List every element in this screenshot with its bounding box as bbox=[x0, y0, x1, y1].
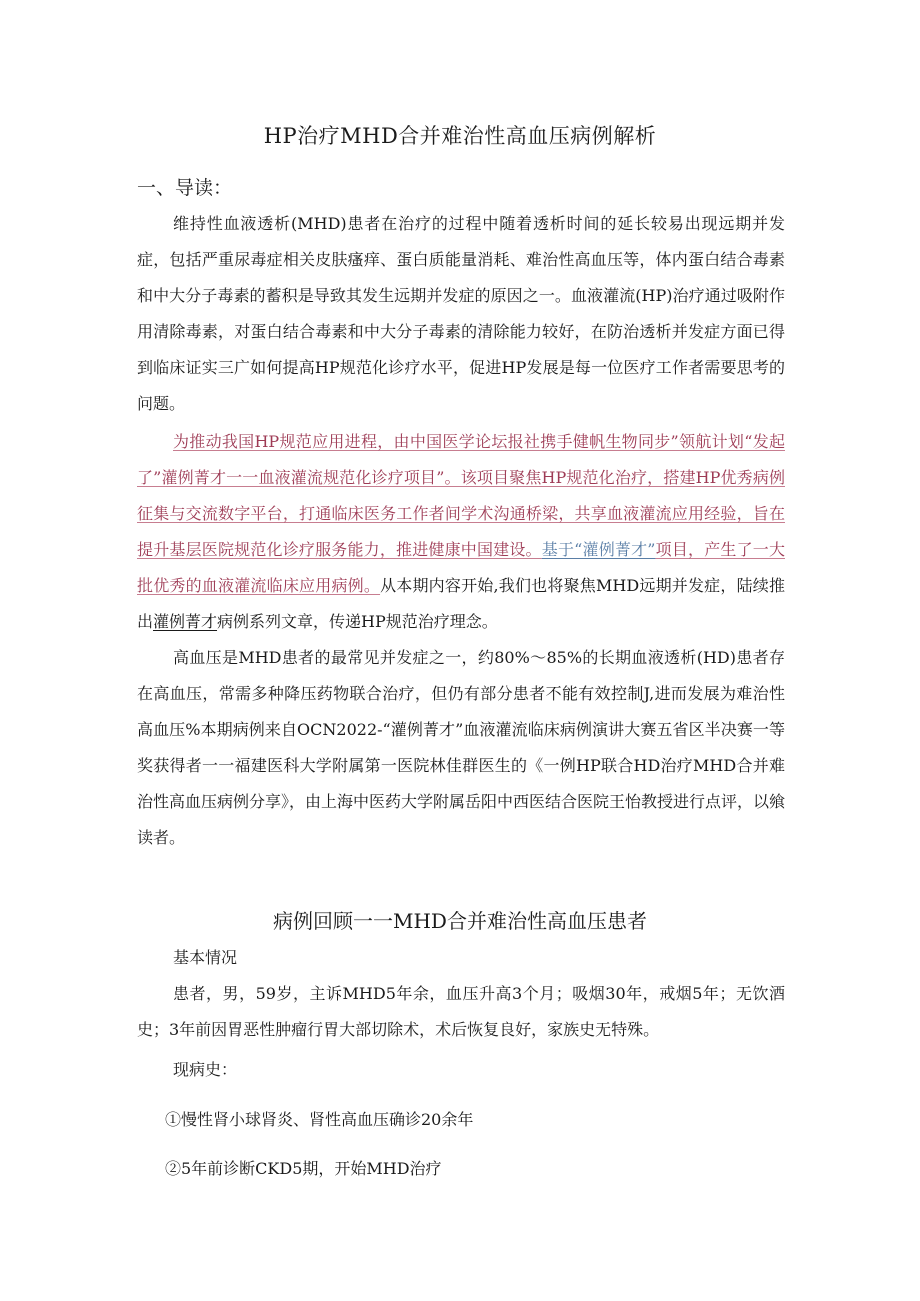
basic-info-heading: 基本情况 bbox=[173, 948, 238, 967]
basic-info-paragraph: 患者，男，59岁，主诉MHD5年余，血压升高3个月；吸烟30年，戒烟5年；无饮酒史；3年前因胃恶性肿瘤行胃大部切除术，术后恢复良好，家族史无特殊。 bbox=[137, 984, 785, 1039]
series-name-link[interactable]: 灌例菁才 bbox=[153, 612, 218, 631]
case-review-title: 病例回顾一一MHD合并难治性高血压患者 bbox=[273, 909, 647, 933]
series-intro-text: 从本期内容开始,我们也将聚焦MHD远期并发症，陆续推出 bbox=[137, 576, 785, 631]
project-name-link-text[interactable]: 基于“灌例菁才” bbox=[541, 540, 656, 559]
history-list-item: ②5年前诊断CKD5期，开始MHD治疗 bbox=[165, 1159, 442, 1178]
present-history-heading: 现病史： bbox=[173, 1060, 238, 1079]
intro-paragraph-2 bbox=[137, 424, 785, 640]
project-result-link-text[interactable]: 项目，产生了一大批优秀的血液灌流临床应用病例。 bbox=[137, 540, 785, 595]
intro-paragraph-3: 高血压是MHD患者的最常见并发症之一，约80%～85%的长期血液透析(HD)患者存在高血压，常需多种降压药物联合治疗，但仍有部分患者不能有效控制J,进而发展为难治性高血压%本期病例来自OCN2022-“灌例菁才”血液灌流临床病例演讲大赛五省区半决赛一等奖获得者一一福建医科大学附属第一医院林佳群医生的《一例HP联合HD治疗MHD合并难治性高血压病例分享》，由上海中医药大学附属岳阳中西医结合医院王怡教授进行点评，以飨读者。 bbox=[137, 648, 786, 847]
section-heading-intro: 一、导读： bbox=[137, 177, 233, 199]
intro-paragraph-1: 维持性血液透析(MHD)患者在治疗的过程中随着透析时间的延长较易出现远期并发症，包括严重尿毒症相关皮肤瘙痒、蛋白质能量消耗、难治性高血压等，体内蛋白结合毒素和中大分子毒素的蓄积是导致其发生远期并发症的原因之一。血液灌流(HP)治疗通过吸附作用清除毒素，对蛋白结合毒素和中大分子毒素的清除能力较好，在防治透析并发症方面已得到临床证实三广如何提高HP规范化诊疗水平，促进HP发展是每一位医疗工作者需要思考的问题。 bbox=[137, 214, 785, 413]
history-list-item: ①慢性肾小球肾炎、肾性高血压确诊20余年 bbox=[165, 1110, 474, 1129]
document-title: HP治疗MHD合并难治性高血压病例解析 bbox=[263, 124, 657, 148]
series-intro-text-end: 病例系列文章，传递HP规范治疗理念。 bbox=[217, 612, 498, 631]
project-intro-link-text[interactable]: 为推动我国HP规范应用进程，由中国医学论坛报社携手健帆生物同步”领航计划“发起了”灌例菁才一一血液灌流规范化诊疗项目”。该项目聚焦HP规范化治疗，搭建HP优秀病例征集与交流数字平台，打通临床医务工作者间学术沟通桥梁，共享血液灌流应用经验，旨在提升基层医院规范化诊疗服务能力，推进健康中国建设。 bbox=[137, 432, 785, 559]
